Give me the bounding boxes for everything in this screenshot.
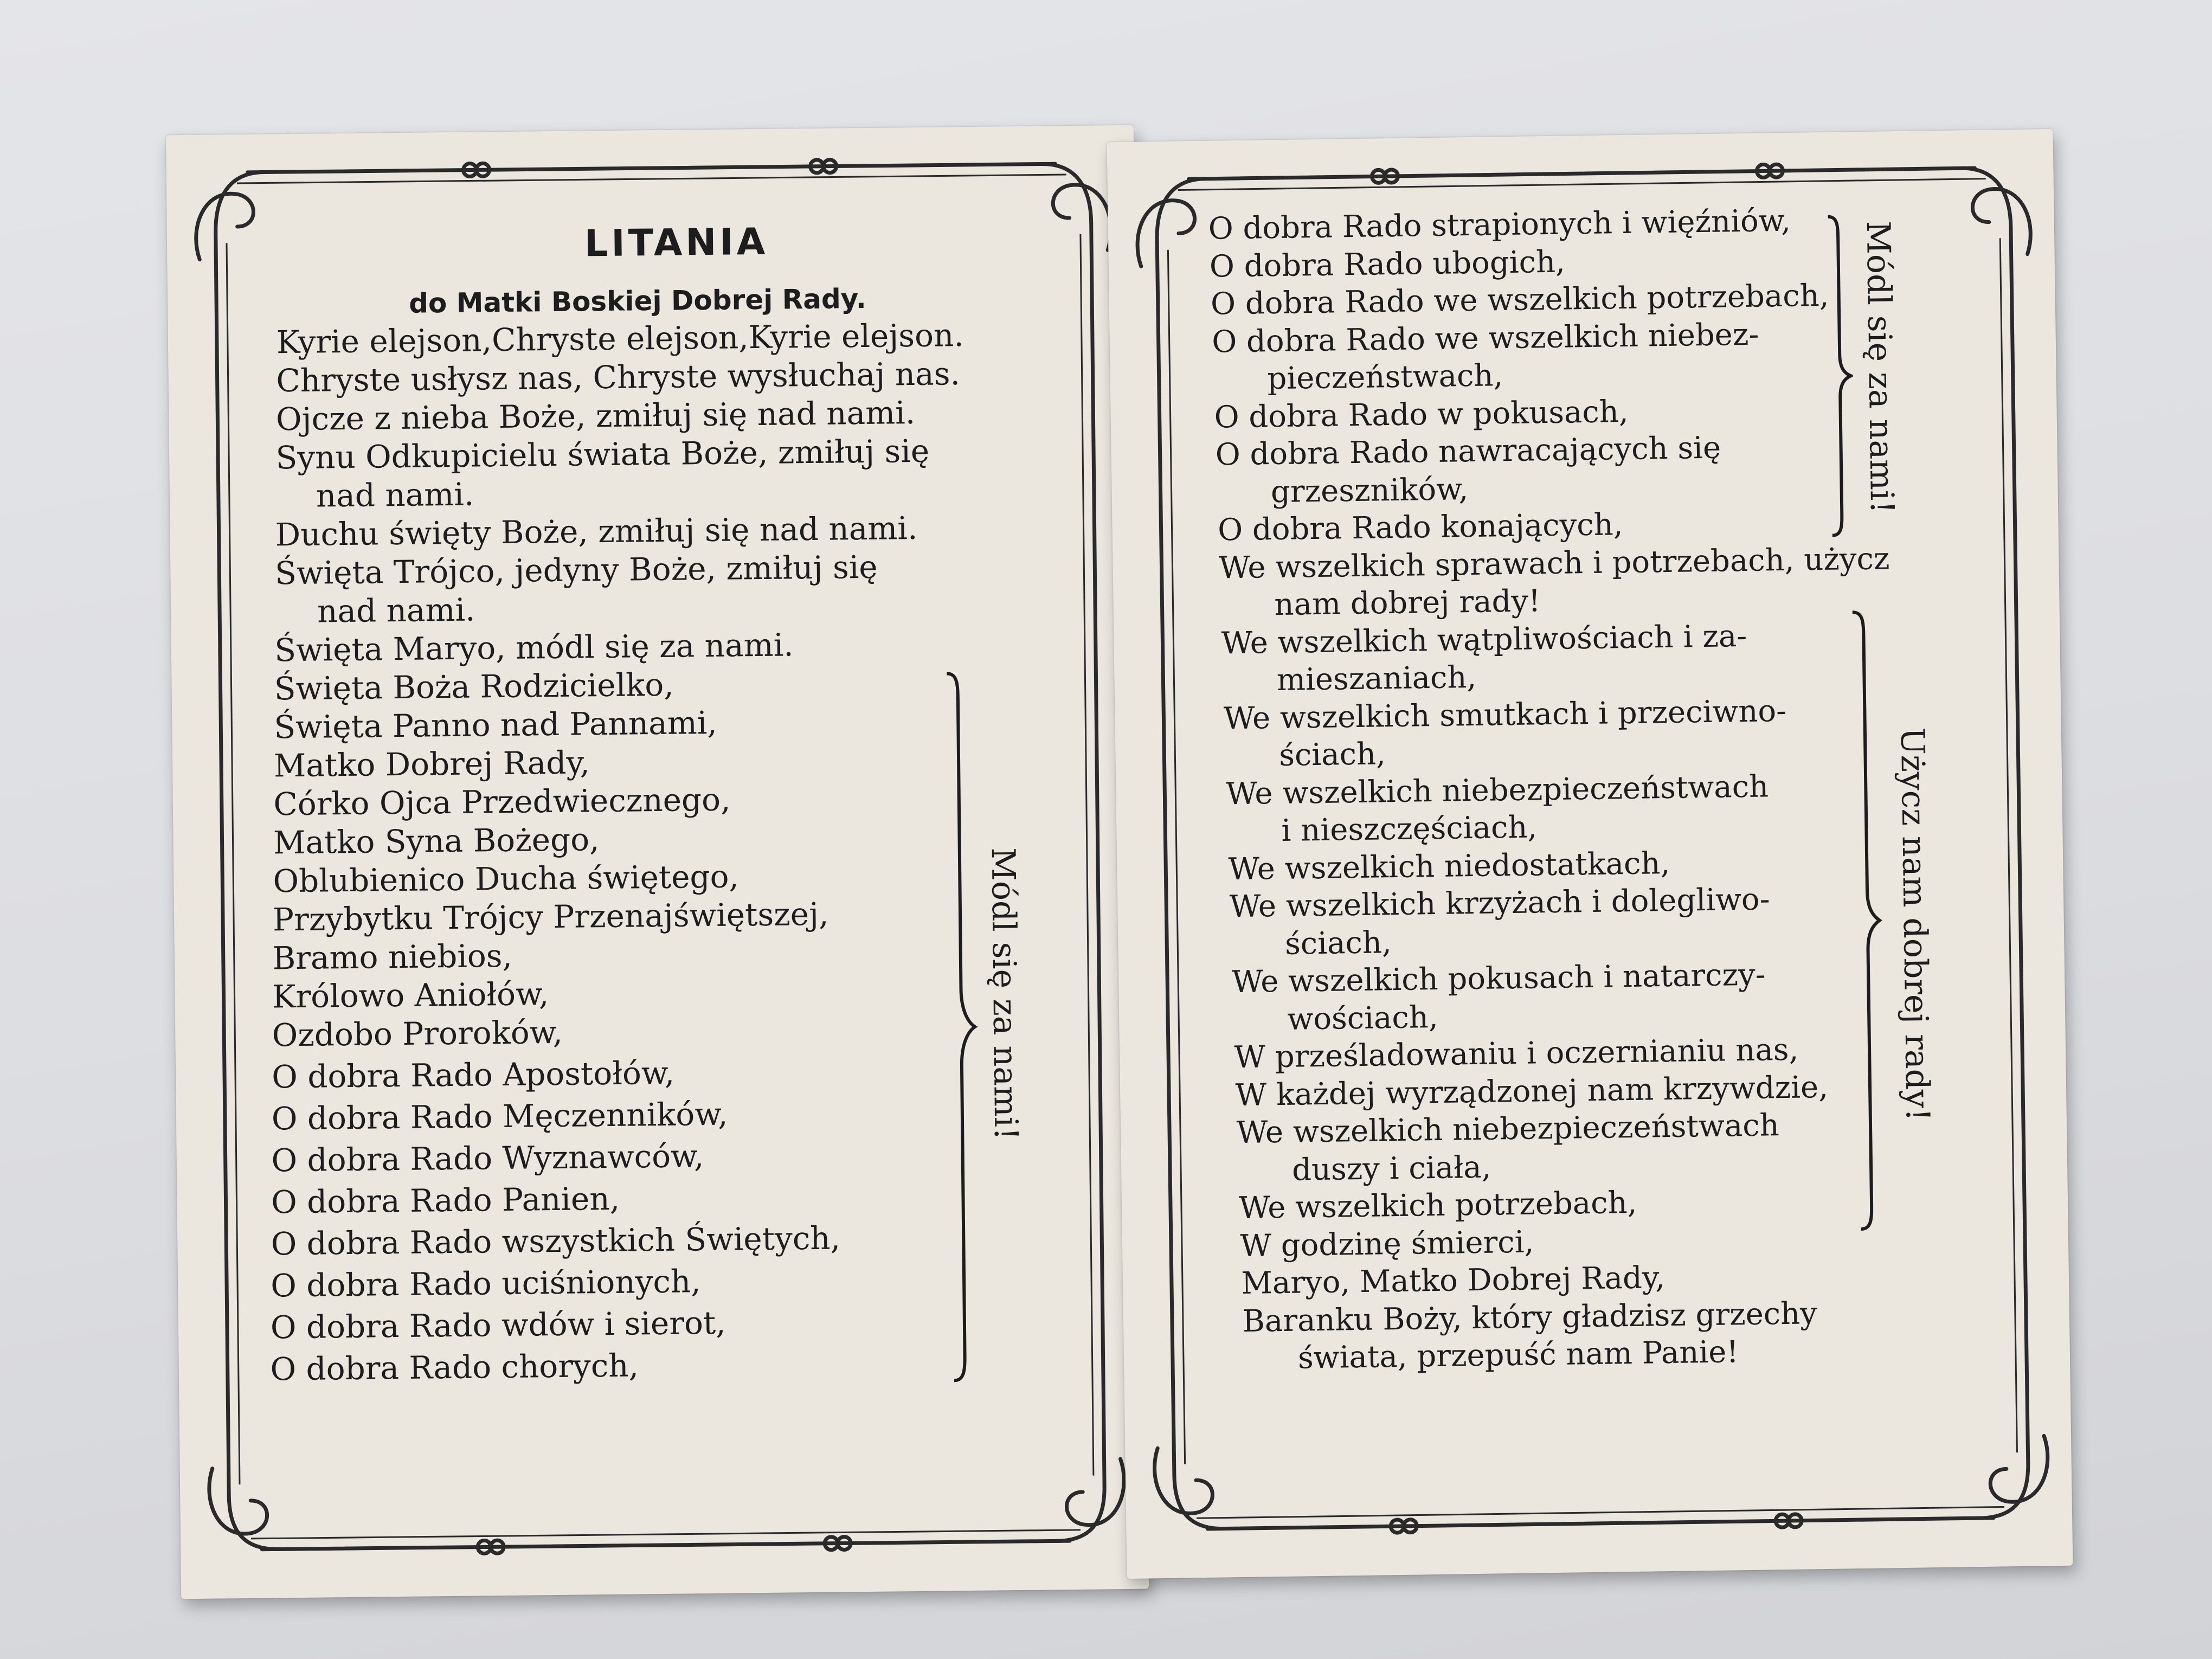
left-litany-line: Córko Ojca Przedwiecznego,: [273, 781, 731, 823]
right-litany-line: We wszelkich pokusach i natarczy-: [1231, 957, 1766, 1000]
right-litany-line: Baranku Boży, który gładzisz grzechy: [1242, 1295, 1818, 1339]
left-litany-line: Matko Dobrej Rady,: [273, 744, 590, 785]
left-litany-line: O dobra Rado wdów i sierot,: [270, 1304, 726, 1346]
left-litany-line: Oblubienico Ducha świętego,: [273, 858, 740, 900]
right-litany-line: We wszelkich niebezpieczeństwach: [1225, 768, 1769, 812]
left-litany-line: Matko Syna Bożego,: [273, 821, 600, 861]
right-litany-line: ściach,: [1284, 924, 1392, 962]
right-litany-line: We wszelkich niedostatkach,: [1228, 845, 1670, 887]
left-page: [166, 125, 1149, 1599]
right-litany-line: świata, przepuść nam Panie!: [1297, 1334, 1739, 1376]
right-litany-line: ściach,: [1278, 736, 1386, 773]
left-litany-line: Kyrie elejson,Chryste elejson,Kyrie elejson.: [276, 317, 964, 361]
right-litany-line: We wszelkich wątpliwościach i za-: [1221, 618, 1747, 661]
left-litany-line: nad nami.: [317, 591, 475, 630]
litany-title: LITANIA: [584, 220, 769, 266]
right-litany-line: O dobra Rado we wszelkich niebez-: [1211, 317, 1759, 360]
right-litany-line: W każdej wyrządzonej nam krzywdzie,: [1235, 1069, 1829, 1113]
left-litany-line: Przybytku Trójcy Przenajświętszej,: [272, 895, 829, 938]
left-litany-line: Synu Odkupicielu świata Boże, zmiłuj się: [275, 432, 930, 477]
left-litany-line: Ojcze z nieba Boże, zmiłuj się nad nami.: [275, 394, 916, 438]
right-litany-line: wościach,: [1287, 999, 1439, 1037]
right-litany-line: grzeszników,: [1270, 471, 1469, 510]
left-litany-line: Święta Maryo, módl się za nami.: [274, 626, 794, 669]
right-litany-line: O dobra Rado strapionych i więźniów,: [1208, 203, 1791, 247]
right-litany-line: pieczeństwach,: [1267, 358, 1503, 397]
right-litany-line: mieszaniach,: [1276, 659, 1477, 698]
right-litany-line: Maryo, Matko Dobrej Rady,: [1241, 1260, 1666, 1302]
right-bottom-response-text: Użycz nam dobrej rady!: [1893, 727, 1937, 1122]
left-response-text: Módl się za nami!: [983, 847, 1025, 1141]
left-litany-line: O dobra Rado uciśnionych,: [270, 1263, 701, 1304]
right-litany-line: We wszelkich potrzebach,: [1238, 1185, 1637, 1226]
left-litany-line: O dobra Rado chorych,: [270, 1347, 639, 1388]
left-litany-line: O dobra Rado wszystkich Świętych,: [271, 1219, 841, 1263]
right-litany-line: O dobra Rado we wszelkich potrzebach,: [1210, 278, 1829, 322]
right-litany-line: O dobra Rado ubogich,: [1209, 244, 1566, 285]
left-litany-line: Święta Panno nad Pannami,: [274, 704, 718, 746]
left-litany-line: O dobra Rado Apostołów,: [271, 1054, 675, 1096]
right-litany-line: We wszelkich smutkach i przeciwno-: [1223, 693, 1787, 736]
right-litany-line: duszy i ciała,: [1291, 1149, 1491, 1188]
right-litany-line: O dobra Rado w pokusach,: [1214, 394, 1629, 435]
left-litany-line: O dobra Rado Męczenników,: [271, 1095, 728, 1137]
left-litany-line: O dobra Rado Panien,: [271, 1180, 620, 1221]
left-litany-line: Królowo Aniołów,: [272, 975, 549, 1015]
litany-subtitle: do Matki Boskiej Dobrej Rady.: [408, 282, 867, 319]
left-litany-line: Święta Boża Rodzicielko,: [274, 666, 674, 708]
right-litany-line: We wszelkich sprawach i potrzebach, użycz: [1218, 541, 1890, 586]
left-litany-line: Duchu święty Boże, zmiłuj się nad nami.: [275, 509, 918, 554]
right-litany-line: O dobra Rado konających,: [1217, 507, 1623, 548]
left-litany-line: nad nami.: [316, 475, 474, 515]
right-page: [1107, 129, 2073, 1579]
right-litany-line: i nieszczęściach,: [1281, 809, 1538, 848]
right-litany-line: O dobra Rado nawracających się: [1215, 430, 1721, 473]
right-litany-line: nam dobrej rady!: [1274, 583, 1541, 623]
right-litany-line: W prześladowaniu i oczernianiu nas,: [1234, 1032, 1799, 1076]
left-litany-line: O dobra Rado Wyznawców,: [271, 1137, 704, 1179]
left-litany-line: Bramo niebios,: [272, 937, 513, 977]
right-top-response-brace: [1824, 213, 1855, 539]
left-litany-line: Święta Trójco, jedyny Boże, zmiłuj się: [274, 548, 878, 592]
right-top-response-text: Módl się za nami!: [1859, 220, 1901, 514]
left-litany-line: Ozdobo Proroków,: [272, 1013, 563, 1054]
right-litany-line: We wszelkich krzyżach i dolegliwo-: [1229, 882, 1771, 925]
right-litany-line: We wszelkich niebezpieczeństwach: [1236, 1108, 1780, 1151]
right-litany-line: W godzinę śmierci,: [1239, 1224, 1534, 1264]
left-litany-line: Chryste usłysz nas, Chryste wysłuchaj nas.: [276, 355, 961, 400]
